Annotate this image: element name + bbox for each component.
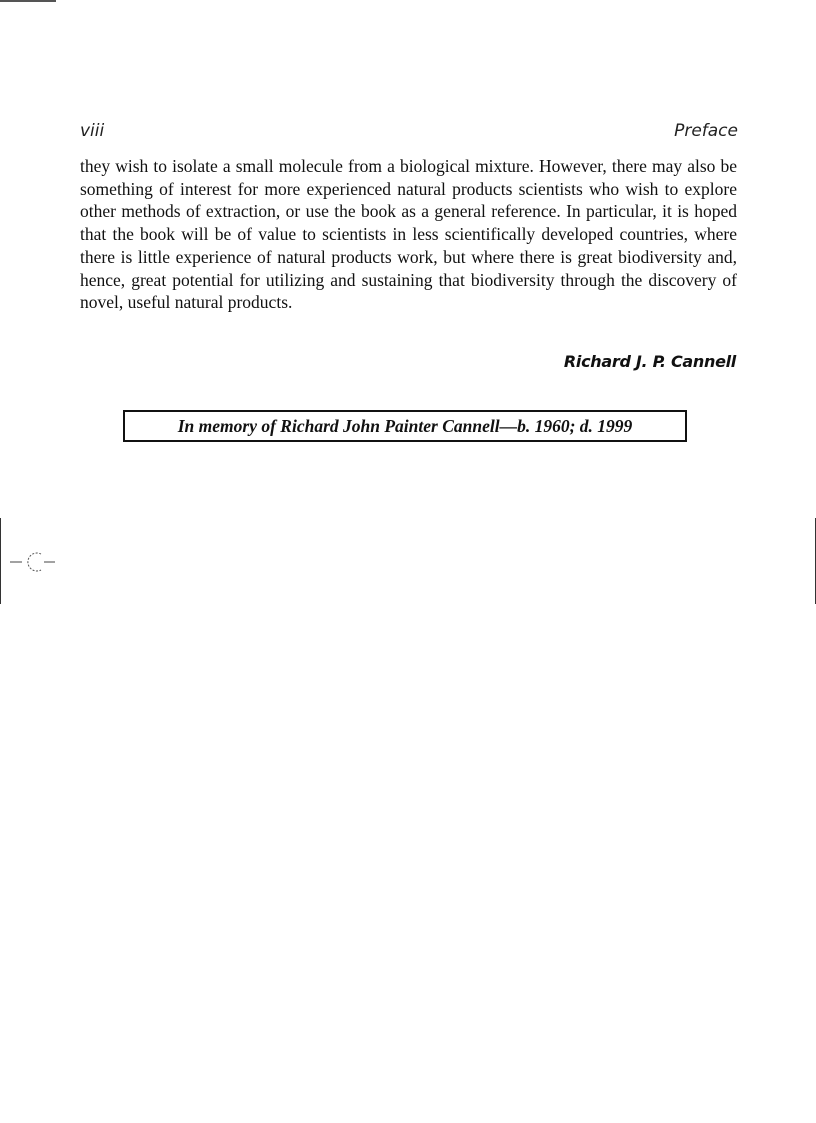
running-head	[80, 121, 738, 143]
preface-paragraph: they wish to isolate a small molecule from a biological mixture. However, there may also be something of interest for more experienced natural products scientists who wish to explore other methods of extraction, or use the book as a general reference. In particular, it is hoped that the book will be of value to scientists in less scientifically developed countries, where there is little experience of natural products work, but where there is great biodiversity and, hence, great potential for utilizing and sustaining that biodiversity through the discovery of novel, useful natural products.	[80, 156, 737, 313]
memorial-box	[123, 410, 687, 442]
registration-mark-icon	[8, 548, 58, 576]
running-title: Preface	[674, 121, 738, 141]
author-signature: Richard J. P. Cannell	[563, 352, 736, 371]
memorial-text: In memory of Richard John Painter Cannell—b. 1960; d. 1999	[177, 415, 633, 436]
margin-rule-left	[0, 518, 1, 604]
page-number: viii	[80, 121, 105, 141]
crop-mark-top	[0, 0, 56, 2]
